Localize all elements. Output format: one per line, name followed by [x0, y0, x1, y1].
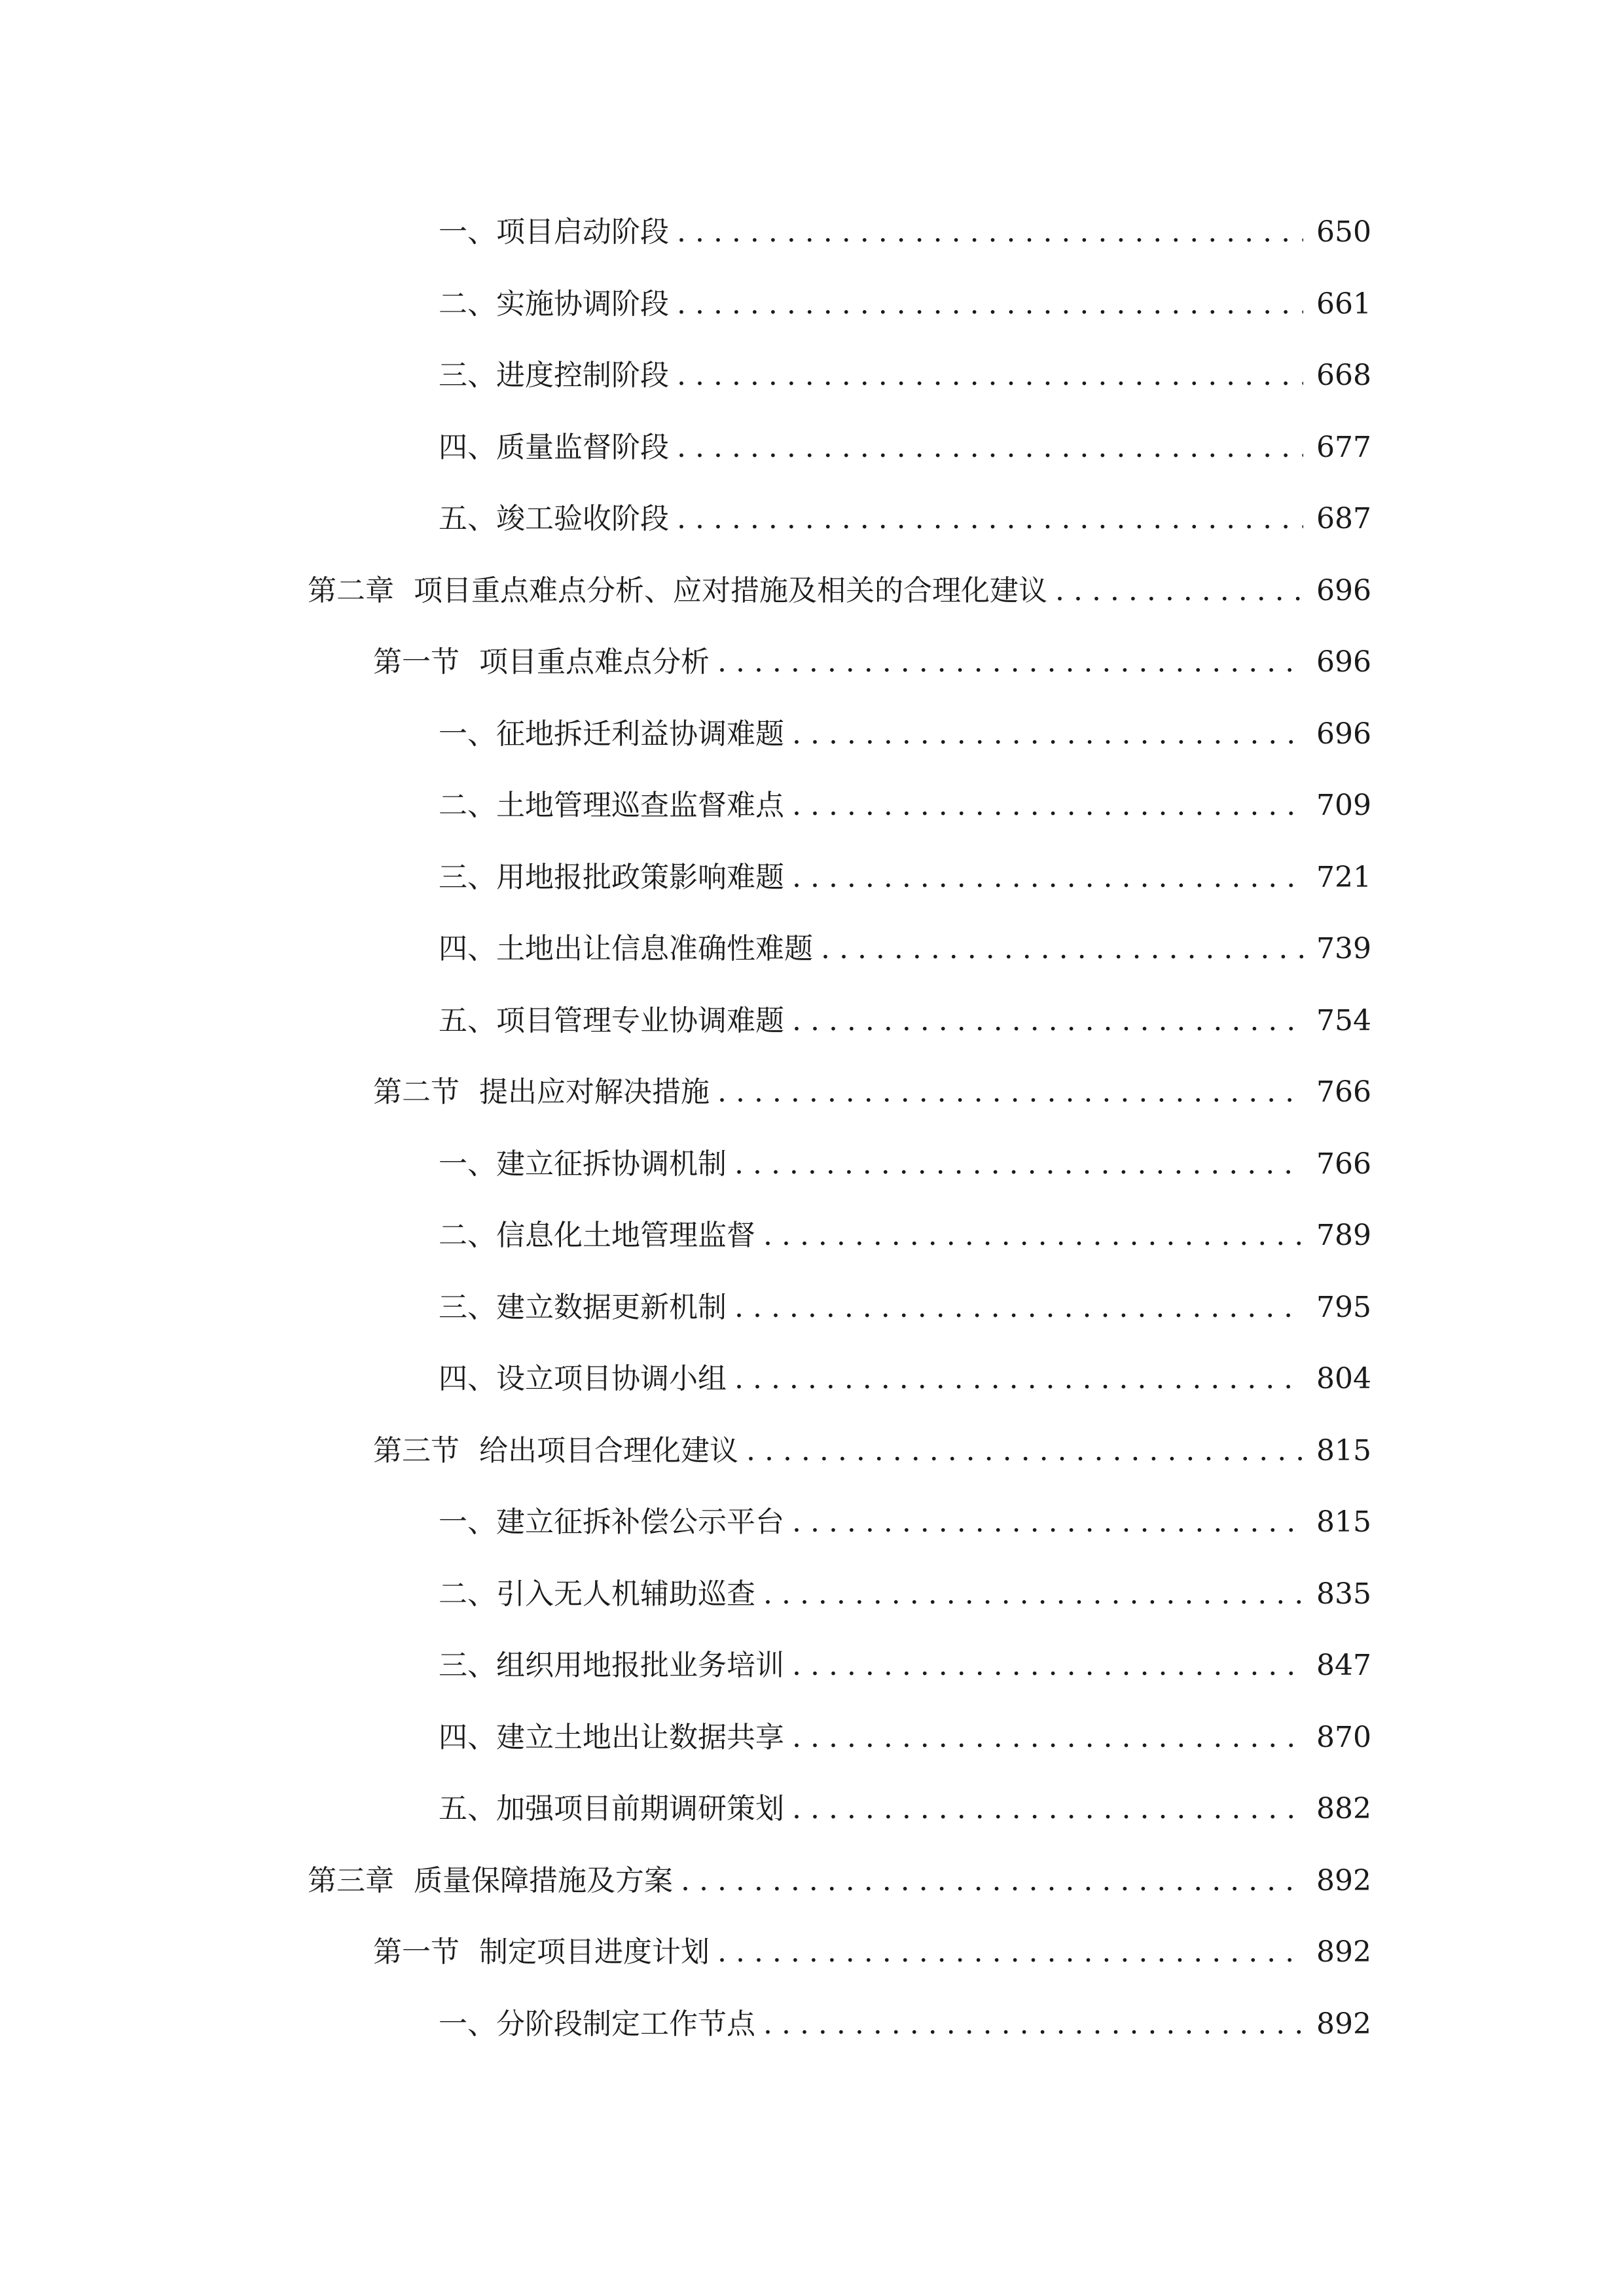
toc-entry-number: 五、 — [439, 1003, 496, 1037]
toc-entry-title: 项目重点难点分析 — [479, 645, 710, 679]
toc-entry[interactable] — [308, 1988, 1371, 2060]
toc-entry-page-number: 815 — [1316, 1505, 1371, 1539]
dot-leader — [792, 698, 1303, 770]
toc-entry[interactable] — [308, 698, 1371, 770]
toc-entry-number: 三、 — [439, 860, 496, 894]
toc-entry-title: 项目管理专业协调难题 — [496, 1003, 784, 1037]
toc-entry-title: 项目重点难点分析、应对措施及相关的合理化建议 — [414, 573, 1047, 607]
dot-leader — [792, 1486, 1303, 1558]
toc-entry-number: 三、 — [439, 359, 496, 392]
toc-entry-number: 一、 — [439, 1147, 496, 1181]
toc-entry-title: 建立数据更新机制 — [496, 1290, 727, 1324]
toc-entry-number: 四、 — [439, 430, 496, 464]
toc-entry-page-number: 696 — [1316, 645, 1371, 679]
toc-entry-title: 制定项目进度计划 — [479, 1935, 710, 1969]
dot-leader — [763, 1988, 1303, 2060]
toc-entry-title: 引入无人机辅助巡查 — [496, 1577, 755, 1611]
toc-entry-page-number: 677 — [1316, 430, 1371, 464]
toc-entry-title: 项目启动阶段 — [496, 215, 669, 249]
toc-entry-page-number: 766 — [1316, 1075, 1371, 1109]
toc-entry-title: 给出项目合理化建议 — [479, 1433, 738, 1467]
toc-entry[interactable] — [308, 842, 1371, 914]
toc-entry-page-number: 668 — [1316, 359, 1371, 392]
toc-entry-page-number: 754 — [1316, 1003, 1371, 1037]
toc-entry-number: 第一节 — [373, 1935, 460, 1969]
toc-entry-title: 质量监督阶段 — [496, 430, 669, 464]
dot-leader — [763, 1558, 1303, 1630]
table-of-contents — [308, 196, 1371, 2060]
toc-entry-title: 征地拆迁利益协调难题 — [496, 717, 784, 751]
dot-leader — [717, 626, 1303, 698]
toc-entry-title: 建立征拆补偿公示平台 — [496, 1505, 784, 1539]
toc-entry-number: 第二节 — [373, 1075, 460, 1109]
toc-entry[interactable] — [308, 770, 1371, 842]
toc-entry[interactable] — [308, 268, 1371, 340]
dot-leader — [792, 985, 1303, 1057]
dot-leader — [717, 1916, 1303, 1988]
toc-entry-number: 一、 — [439, 1505, 496, 1539]
toc-entry-page-number: 892 — [1316, 1935, 1371, 1969]
toc-entry[interactable] — [308, 1702, 1371, 1774]
toc-entry-title: 分阶段制定工作节点 — [496, 2007, 755, 2041]
toc-entry-page-number: 870 — [1316, 1720, 1371, 1754]
dot-leader — [734, 1272, 1303, 1344]
toc-entry[interactable] — [308, 412, 1371, 484]
toc-entry-number: 二、 — [439, 1219, 496, 1252]
toc-entry[interactable] — [308, 1845, 1371, 1917]
toc-entry-number: 第三章 — [308, 1863, 394, 1897]
toc-entry[interactable] — [308, 1200, 1371, 1272]
toc-entry-title: 用地报批政策影响难题 — [496, 860, 784, 894]
dot-leader — [792, 1630, 1303, 1702]
toc-entry-page-number: 795 — [1316, 1290, 1371, 1324]
toc-entry[interactable] — [308, 1415, 1371, 1487]
dot-leader — [792, 842, 1303, 914]
toc-entry-title: 竣工验收阶段 — [496, 502, 669, 535]
toc-entry-title: 设立项目协调小组 — [496, 1362, 727, 1395]
toc-entry-title: 信息化土地管理监督 — [496, 1219, 755, 1252]
toc-entry[interactable] — [308, 1272, 1371, 1344]
toc-entry-title: 土地出让信息准确性难题 — [496, 932, 813, 965]
toc-entry-number: 第一节 — [373, 645, 460, 679]
toc-entry-number: 二、 — [439, 1577, 496, 1611]
dot-leader — [677, 340, 1303, 412]
toc-entry-title: 实施协调阶段 — [496, 287, 669, 321]
toc-entry-page-number: 696 — [1316, 573, 1371, 607]
toc-entry[interactable] — [308, 1056, 1371, 1128]
toc-entry-number: 二、 — [439, 789, 496, 822]
toc-entry-number: 第二章 — [308, 573, 394, 607]
dot-leader — [763, 1200, 1303, 1272]
toc-entry[interactable] — [308, 196, 1371, 268]
toc-entry[interactable] — [308, 340, 1371, 412]
toc-entry-page-number: 739 — [1316, 932, 1371, 965]
toc-entry-page-number: 721 — [1316, 860, 1371, 894]
toc-entry-title: 加强项目前期调研策划 — [496, 1792, 784, 1825]
toc-entry-page-number: 804 — [1316, 1362, 1371, 1395]
toc-entry-page-number: 835 — [1316, 1577, 1371, 1611]
toc-entry-page-number: 815 — [1316, 1433, 1371, 1467]
toc-entry-page-number: 650 — [1316, 215, 1371, 249]
toc-entry[interactable] — [308, 1916, 1371, 1988]
toc-entry[interactable] — [308, 913, 1371, 985]
toc-entry-number: 四、 — [439, 1720, 496, 1754]
dot-leader — [821, 913, 1303, 985]
toc-entry-number: 四、 — [439, 1362, 496, 1395]
toc-entry-page-number: 766 — [1316, 1147, 1371, 1181]
toc-entry[interactable] — [308, 1128, 1371, 1200]
dot-leader — [677, 412, 1303, 484]
toc-entry[interactable] — [308, 483, 1371, 555]
dot-leader — [677, 483, 1303, 555]
toc-entry-page-number: 892 — [1316, 2007, 1371, 2041]
dot-leader — [677, 196, 1303, 268]
toc-entry[interactable] — [308, 1486, 1371, 1558]
dot-leader — [792, 1702, 1303, 1774]
toc-entry[interactable] — [308, 1773, 1371, 1845]
toc-entry-number: 五、 — [439, 502, 496, 535]
dot-leader — [746, 1415, 1303, 1487]
toc-entry-number: 二、 — [439, 287, 496, 321]
toc-entry[interactable] — [308, 555, 1371, 627]
toc-entry-number: 一、 — [439, 215, 496, 249]
toc-entry-title: 进度控制阶段 — [496, 359, 669, 392]
toc-entry-page-number: 687 — [1316, 502, 1371, 535]
toc-entry-title: 质量保障措施及方案 — [414, 1863, 673, 1897]
toc-entry-title: 提出应对解决措施 — [479, 1075, 710, 1109]
toc-entry-page-number: 696 — [1316, 717, 1371, 751]
toc-entry-page-number: 882 — [1316, 1792, 1371, 1825]
toc-entry-number: 第三节 — [373, 1433, 460, 1467]
toc-entry[interactable] — [308, 1630, 1371, 1702]
toc-entry-title: 土地管理巡查监督难点 — [496, 789, 784, 822]
toc-entry-number: 三、 — [439, 1649, 496, 1682]
toc-entry-page-number: 892 — [1316, 1863, 1371, 1897]
toc-entry-page-number: 709 — [1316, 789, 1371, 822]
toc-entry[interactable] — [308, 1343, 1371, 1415]
toc-entry-number: 五、 — [439, 1792, 496, 1825]
dot-leader — [717, 1056, 1303, 1128]
dot-leader — [1055, 555, 1303, 627]
toc-entry-number: 一、 — [439, 717, 496, 751]
toc-entry[interactable] — [308, 985, 1371, 1057]
dot-leader — [677, 268, 1303, 340]
dot-leader — [681, 1845, 1303, 1917]
toc-entry-number: 四、 — [439, 932, 496, 965]
toc-entry-page-number: 661 — [1316, 287, 1371, 321]
dot-leader — [792, 770, 1303, 842]
toc-entry-page-number: 847 — [1316, 1649, 1371, 1682]
toc-entry-number: 一、 — [439, 2007, 496, 2041]
dot-leader — [792, 1773, 1303, 1845]
dot-leader — [734, 1128, 1303, 1200]
toc-entry[interactable] — [308, 626, 1371, 698]
dot-leader — [734, 1343, 1303, 1415]
toc-entry-page-number: 789 — [1316, 1219, 1371, 1252]
toc-entry-title: 组织用地报批业务培训 — [496, 1649, 784, 1682]
toc-entry-number: 三、 — [439, 1290, 496, 1324]
toc-entry-title: 建立征拆协调机制 — [496, 1147, 727, 1181]
toc-entry-title: 建立土地出让数据共享 — [496, 1720, 784, 1754]
toc-entry[interactable] — [308, 1558, 1371, 1630]
